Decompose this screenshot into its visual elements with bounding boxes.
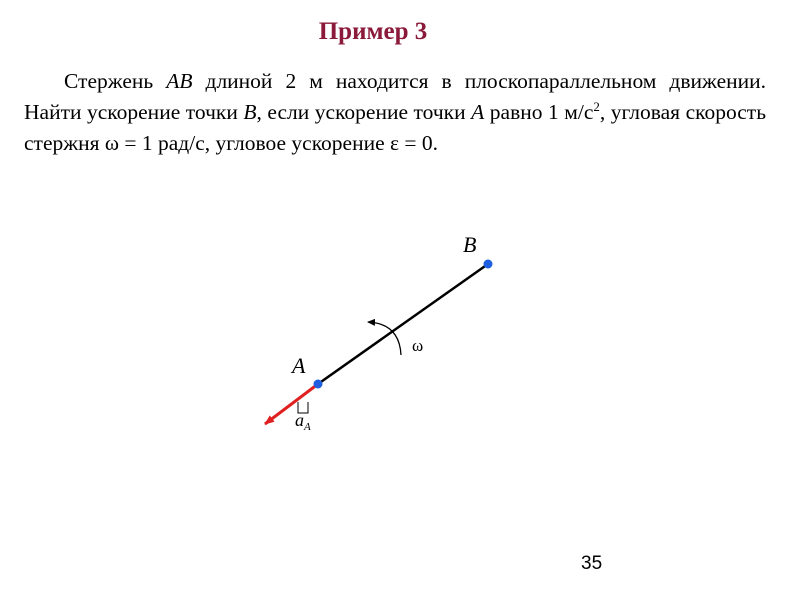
label-a: A <box>292 353 306 378</box>
problem-text-3: , если ускорение точки <box>256 100 472 124</box>
problem-text-4: равно 1 м/с <box>484 100 594 124</box>
rod-ab <box>318 264 488 384</box>
rod-name: AB <box>166 69 193 93</box>
page-number: 35 <box>581 553 603 574</box>
acceleration-vector-arrow <box>265 384 318 424</box>
accel-symbol: a <box>295 410 304 430</box>
accel-subscript: A <box>304 421 311 433</box>
label-acceleration <box>295 410 311 433</box>
label-b: B <box>463 232 477 257</box>
point-a-name: A <box>471 100 485 124</box>
point-b <box>484 260 493 269</box>
label-omega: ω <box>412 336 424 355</box>
point-b-name: B <box>243 100 257 124</box>
point-a <box>314 380 323 389</box>
problem-text-1: Стержень <box>64 69 167 93</box>
exponent: 2 <box>593 98 600 114</box>
slide-title: Пример 3 <box>318 18 428 45</box>
problem-text-2: длиной 2 м находится в плоскопараллельном движении. Найти ускорение точки <box>24 69 767 124</box>
problem-text-5: , угловая скорость стержня ω = 1 рад/с, угловое ускорение ε = 0. <box>24 100 767 155</box>
